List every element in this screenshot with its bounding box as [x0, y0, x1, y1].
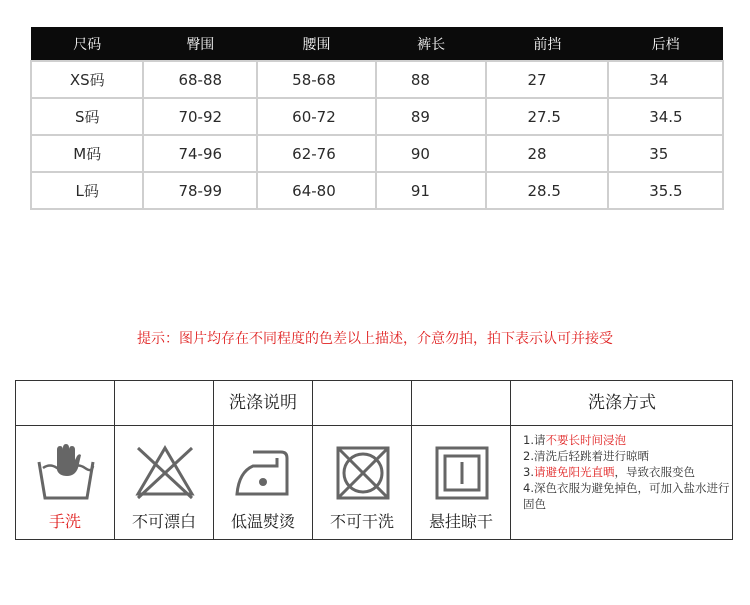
size-cell: L码	[31, 172, 143, 209]
size-table	[30, 27, 724, 210]
table-row	[31, 61, 723, 98]
header-length: 裤长	[376, 27, 487, 61]
hip-cell: 70-92	[143, 98, 257, 135]
care-note-4: 4.深色衣服为避免掉色，可加入盐水进行固色	[523, 481, 730, 511]
front-rise-cell: 28	[486, 135, 608, 172]
table-row	[31, 98, 723, 135]
front-rise-cell: 27.5	[486, 98, 608, 135]
size-cell: M码	[31, 135, 143, 172]
header-back-rise: 后档	[608, 27, 723, 61]
care-note-2: 2.清洗后轻跳着进行晾晒	[523, 449, 649, 463]
hang-dry-icon	[431, 442, 493, 502]
care-note-1: 1.请不要长时间浸泡	[523, 433, 626, 447]
front-rise-cell: 28.5	[486, 172, 608, 209]
care-item-label: 不可漂白	[131, 512, 196, 531]
size-cell: XS码	[31, 61, 143, 98]
back-rise-cell: 35	[608, 135, 723, 172]
back-rise-cell: 34.5	[608, 98, 723, 135]
waist-cell: 60-72	[257, 98, 376, 135]
care-instructions-title: 洗涤说明	[229, 393, 297, 413]
back-rise-cell: 34	[608, 61, 723, 98]
care-note-3: 3.请避免阳光直晒，导致衣服变色	[523, 465, 695, 479]
length-cell: 90	[376, 135, 487, 172]
care-item-hang-dry	[412, 426, 510, 540]
care-instructions-table	[15, 380, 733, 540]
table-row	[31, 172, 723, 209]
care-item-low-iron	[214, 426, 312, 540]
care-item-no-bleach	[115, 426, 213, 540]
care-method-title: 洗涤方式	[588, 393, 656, 413]
table-row	[31, 135, 723, 172]
no-dry-clean-icon	[332, 442, 394, 502]
header-hip: 臀围	[143, 27, 257, 61]
care-item-no-dry-clean	[313, 426, 411, 540]
color-difference-notice: 提示：图片均存在不同程度的色差以上描述，介意勿拍，拍下表示认可并接受	[137, 331, 613, 347]
care-item-label: 不可干洗	[329, 512, 394, 531]
care-item-label: 手洗	[48, 512, 81, 531]
hip-cell: 78-99	[143, 172, 257, 209]
waist-cell: 64-80	[257, 172, 376, 209]
low-iron-icon	[233, 442, 295, 502]
care-item-hand-wash	[16, 426, 114, 540]
front-rise-cell: 27	[486, 61, 608, 98]
length-cell: 89	[376, 98, 487, 135]
back-rise-cell: 35.5	[608, 172, 723, 209]
length-cell: 91	[376, 172, 487, 209]
hand-wash-icon	[35, 442, 97, 502]
header-front-rise: 前挡	[486, 27, 608, 61]
hip-cell: 68-88	[143, 61, 257, 98]
no-bleach-icon	[134, 442, 196, 502]
care-item-label: 低温熨烫	[230, 512, 295, 531]
length-cell: 88	[376, 61, 487, 98]
header-waist: 腰围	[257, 27, 376, 61]
size-cell: S码	[31, 98, 143, 135]
care-notes	[515, 426, 733, 540]
size-table-header	[31, 27, 723, 61]
waist-cell: 62-76	[257, 135, 376, 172]
care-item-label: 悬挂晾干	[428, 512, 493, 531]
header-size: 尺码	[31, 27, 143, 61]
waist-cell: 58-68	[257, 61, 376, 98]
hip-cell: 74-96	[143, 135, 257, 172]
